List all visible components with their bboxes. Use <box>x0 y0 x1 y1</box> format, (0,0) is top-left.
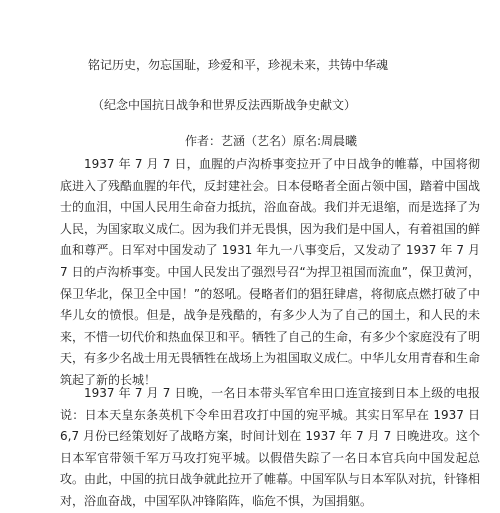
paragraph-2 <box>60 383 480 513</box>
document-title: 铭记历史，勿忘国耻，珍爱和平，珍视未来，共铸中华魂 <box>88 58 389 72</box>
paragraph-1 <box>60 154 480 392</box>
paragraph-1-text: 1937 年 7 月 7 日，血腥的卢沟桥事变拉开了中日战争的帷幕，中国将彻底进入了残酷血腥的年代，反封建社会。日本侵略者全面占领中国，踏着中国战士的血泪，中国人民用生命奋力抵抗，浴血奋战。我们并无退缩，而是选择了为人民，为国家取义成仁。因为我们并无畏惧，因为我们是中国人，有着祖国的鲜血和尊严。日军对中国发动了 1931 年九一八事变后，又发动了 1937 年 7 月 7 日的卢沟桥事变。中国人民发出了强烈号召“为捍卫祖国而流血”，保卫黄河，保卫华北，保卫全中国！”的怒吼。侵略者们的猖狂肆虐，将彻底点燃打破了中华儿女的愤恨。但是，战争是残酷的，有多少人为了自己的国土，和人民的未来，不惜一切代价和热血保卫和平。牺牲了自己的生命，有多少个家庭没有了明天，有多少名战士用无畏牺牲在战场上为祖国取义成仁。中华儿女用青春和生命筑起了新的长城！ <box>60 157 481 387</box>
document-subtitle: （纪念中国抗日战争和世界反法西斯战争史献文） <box>92 98 357 112</box>
document-author: 作者：艺涵（艺名）原名:周晨曦 <box>185 134 358 148</box>
paragraph-2-text: 1937 年 7 月 7 日晚，一名日本带头军官牟田口连宣接到日本上级的电报说：日本天皇东条英机下令牟田君攻打中国的宛平城。其实日军早在 1937 日 6,7 月份已经策划好了战略方案，时间计划在 1937 年 7 月 7 日晚进攻。这个日本军官带领千军万马攻打宛平城。以假借失踪了一名日本官兵向中国发起总攻。由此，中国的抗日战争就此拉开了帷幕。中国军队与日本军队对抗，针锋相对，浴血奋战，中国军队冲锋陷阵，临危不惧，为国捐躯。 <box>60 386 481 508</box>
